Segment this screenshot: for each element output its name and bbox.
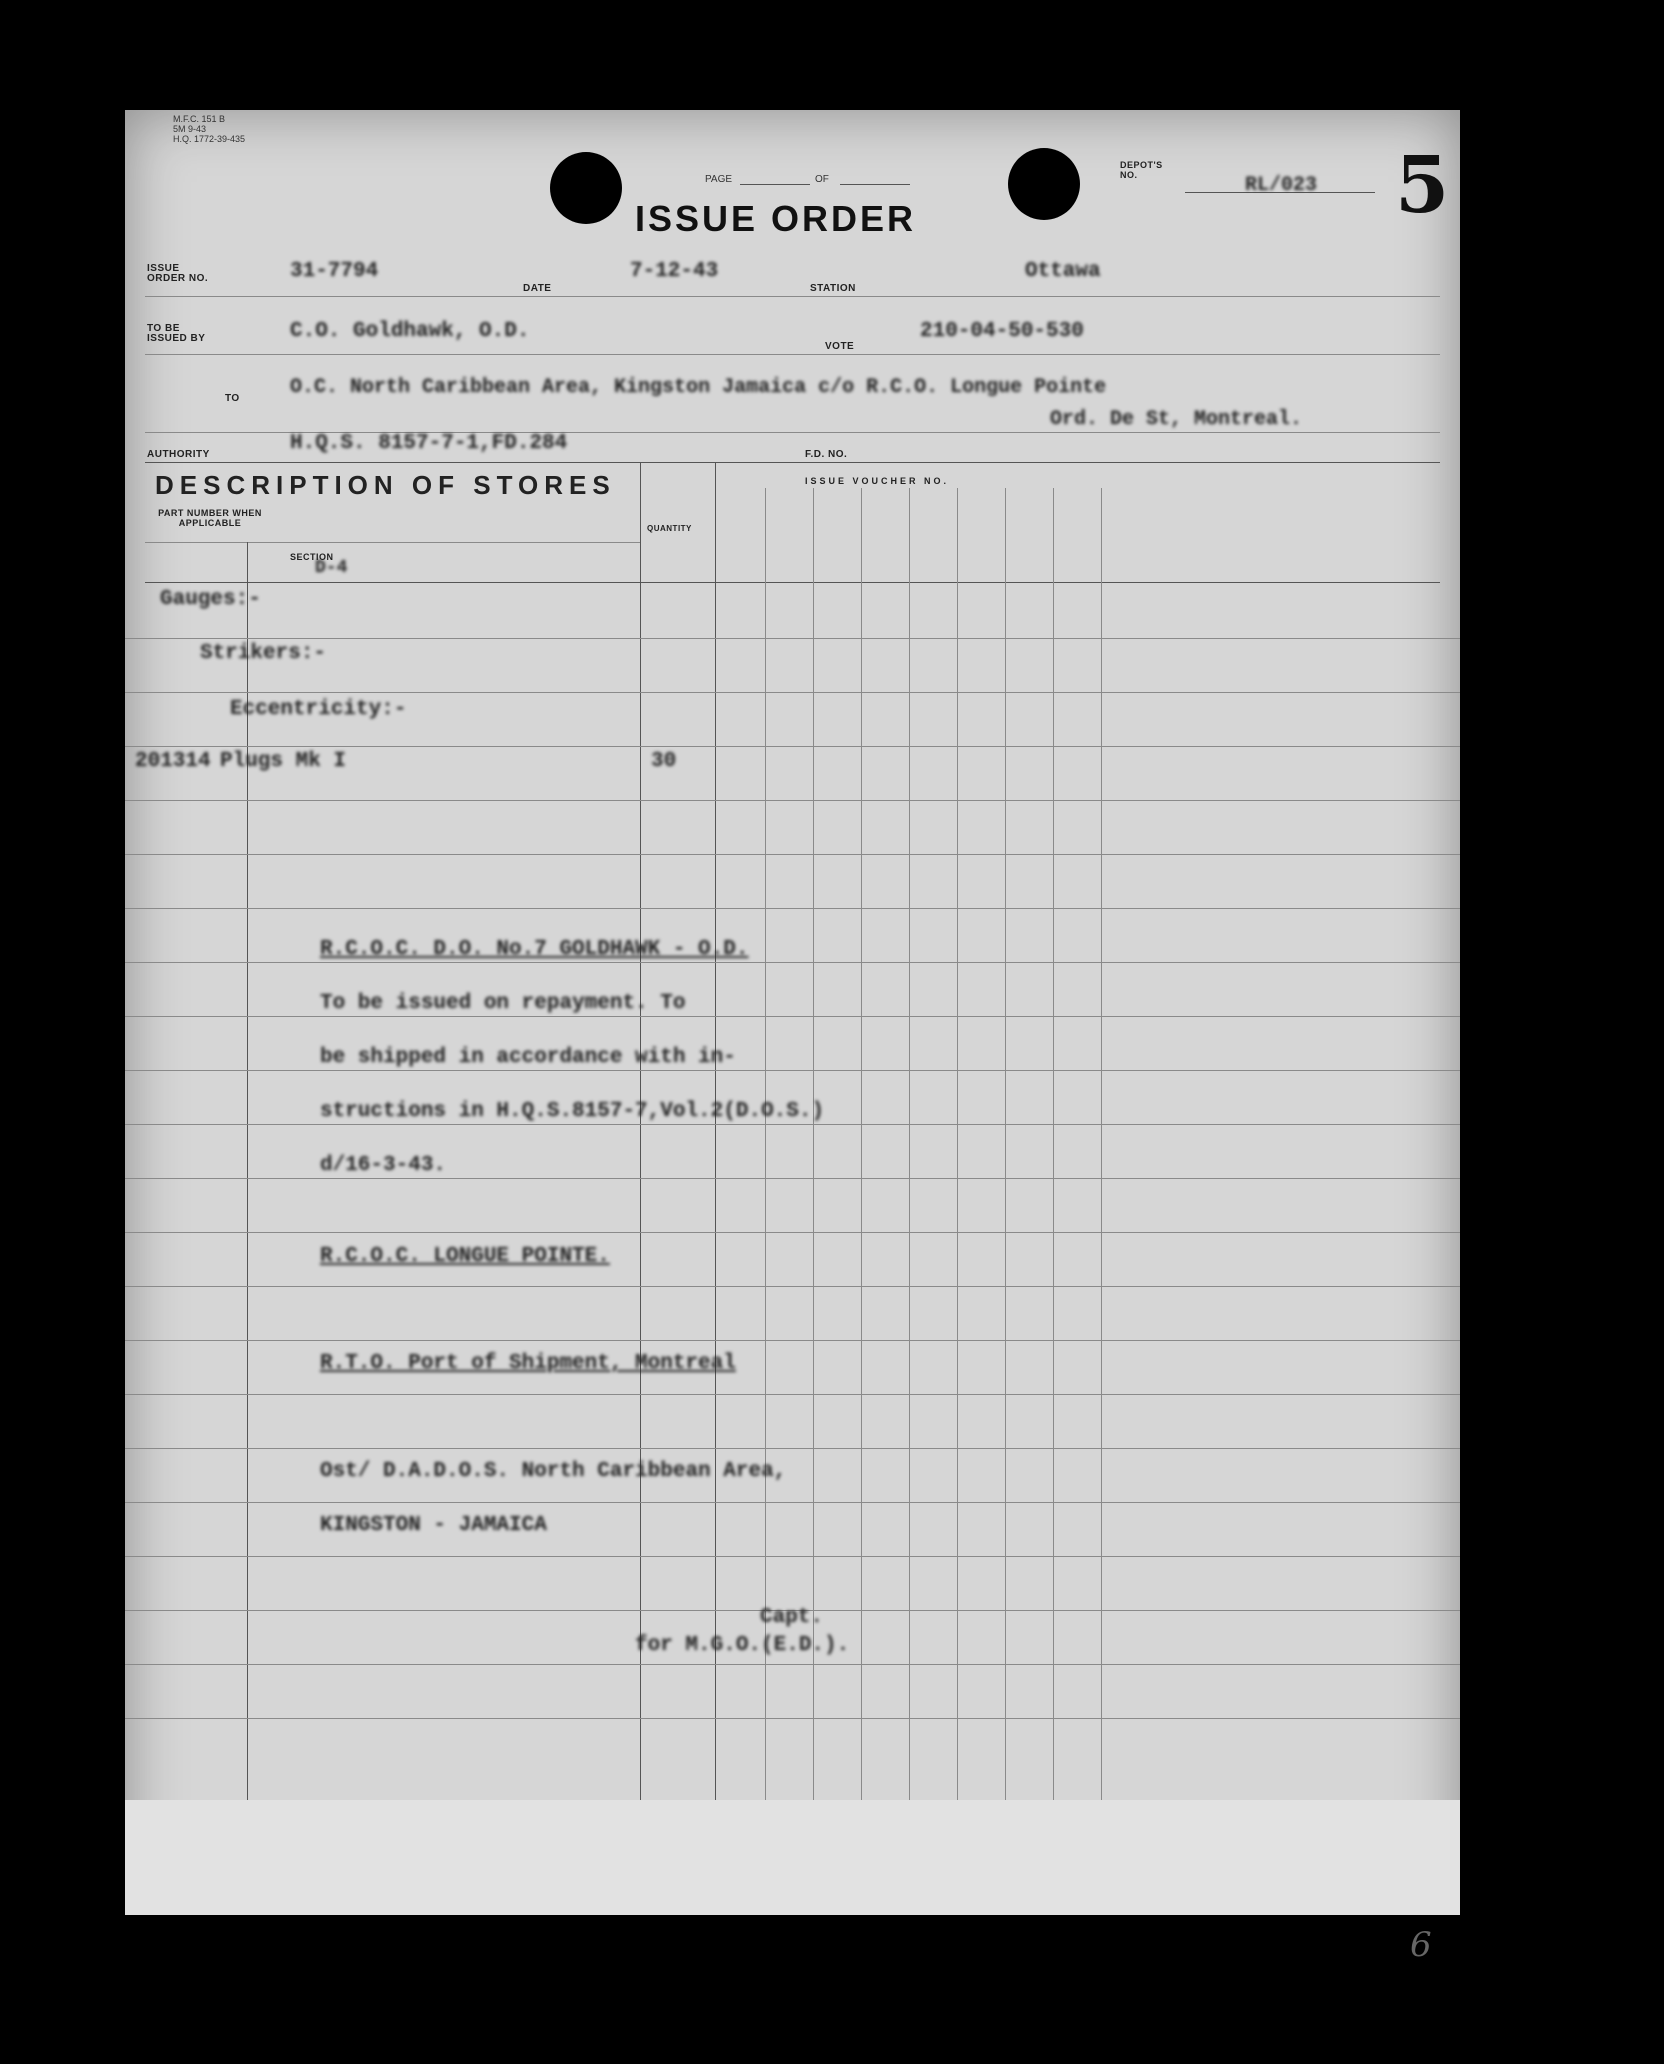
quantity-label: QUANTITY: [647, 524, 692, 533]
page-number: 5: [1395, 140, 1450, 231]
issue-order-number: 31-7794: [290, 260, 379, 283]
issued-by-label: TO BE ISSUED BY: [147, 323, 206, 344]
part-number-label: PART NUMBER WHEN APPLICABLE: [158, 508, 262, 528]
form-title: ISSUE ORDER: [635, 198, 917, 239]
note-date-ref: d/16-3-43.: [320, 1154, 447, 1177]
page-label: PAGE: [705, 174, 733, 185]
vote-label: VOTE: [825, 341, 855, 352]
to-label: TO: [225, 393, 240, 404]
issued-by-value: C.O. Goldhawk, O.D.: [290, 320, 530, 343]
of-label: OF: [815, 174, 829, 185]
note-rto-port: R.T.O. Port of Shipment, Montreal: [320, 1352, 736, 1375]
note-rank: Capt.: [760, 1606, 824, 1629]
issue-order-label: ISSUE ORDER NO.: [147, 263, 209, 284]
date-value: 7-12-43: [630, 260, 719, 283]
item-description: Plugs Mk I: [220, 750, 347, 773]
station-value: Ottawa: [1025, 260, 1101, 283]
note-dados: Ost/ D.A.D.O.S. North Caribbean Area,: [320, 1460, 787, 1483]
punch-hole-right: [1008, 148, 1080, 220]
item-quantity: 30: [651, 750, 677, 773]
section-label: SECTION: [290, 552, 334, 562]
note-longue-pointe: R.C.O.C. LONGUE POINTE.: [320, 1245, 610, 1268]
description-heading: DESCRIPTION OF STORES: [155, 470, 616, 500]
form-footer-margin: [125, 1800, 1460, 1915]
note-repayment: To be issued on repayment. To: [320, 992, 686, 1015]
note-signature-line: for M.G.O.(E.D.).: [635, 1634, 850, 1657]
punch-hole-left: [550, 152, 622, 224]
item-part-number: 201314: [135, 750, 211, 773]
station-label: STATION: [810, 283, 856, 294]
issue-order-form: [125, 110, 1460, 1965]
item-strikers: Strikers:-: [200, 642, 327, 665]
form-code-3: H.Q. 1772-39-435: [173, 134, 246, 144]
section-value: D-4: [315, 558, 348, 578]
form-code-2: 5M 9-43: [173, 124, 207, 134]
note-shipping: be shipped in accordance with in-: [320, 1046, 736, 1069]
vote-value: 210-04-50-530: [920, 320, 1084, 343]
depot-number: RL/023: [1245, 174, 1318, 197]
item-eccentricity: Eccentricity:-: [230, 698, 407, 721]
note-kingston: KINGSTON - JAMAICA: [320, 1514, 547, 1537]
date-label: DATE: [523, 283, 552, 294]
handwritten-mark: 6: [1410, 1925, 1432, 1965]
to-line-1: O.C. North Caribbean Area, Kingston Jamaica c/o R.C.O. Longue Pointe: [290, 376, 1107, 399]
form-code-1: M.F.C. 151 B: [173, 114, 226, 124]
authority-value: H.Q.S. 8157-7-1,FD.284: [290, 432, 568, 455]
authority-label: AUTHORITY: [147, 449, 210, 460]
voucher-label: ISSUE VOUCHER NO.: [805, 476, 950, 486]
note-instructions: structions in H.Q.S.8157-7,Vol.2(D.O.S.): [320, 1100, 825, 1123]
to-line-2: Ord. De St, Montreal.: [1050, 408, 1303, 431]
fd-no-label: F.D. NO.: [805, 449, 848, 460]
item-gauges: Gauges:-: [160, 588, 261, 611]
depot-label: DEPOT'S NO.: [1120, 160, 1163, 180]
note-depot-order: R.C.O.C. D.O. No.7 GOLDHAWK - O.D.: [320, 938, 749, 961]
